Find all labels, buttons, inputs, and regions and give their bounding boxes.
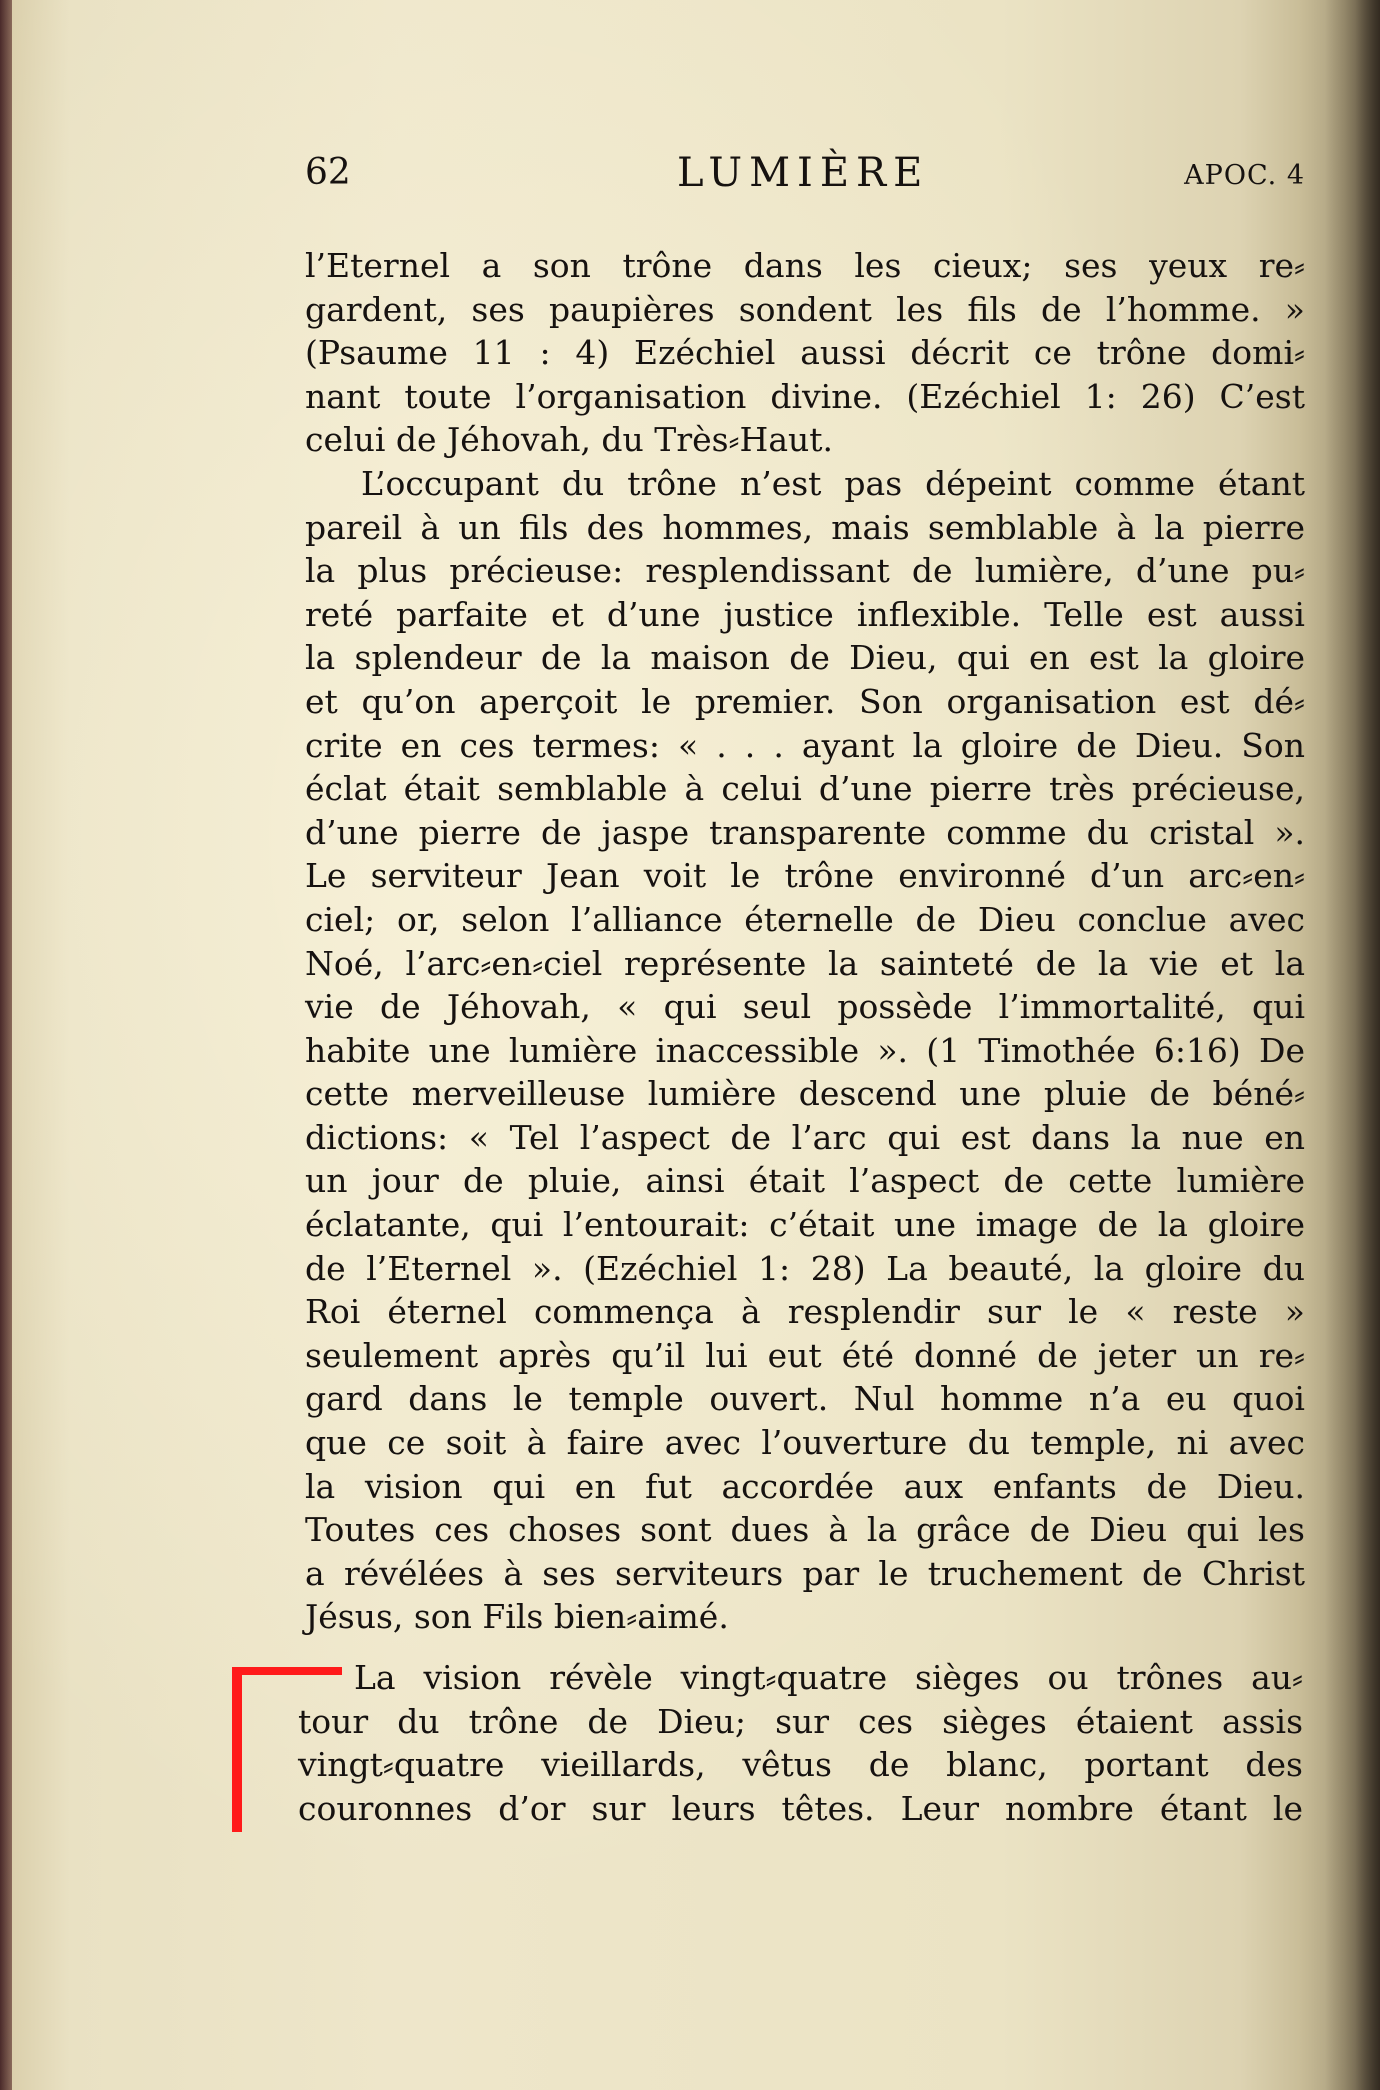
text-line: d’une pierre de jaspe transparente comme du cristal ». [305,812,1305,852]
page-edge-left [0,0,12,2090]
page-curl-shadow [1325,0,1380,2090]
text-line: seulement après qu’il lui eut été donné de jeter un re⸗ [305,1335,1305,1375]
text-line: dictions: « Tel l’aspect de l’arc qui est dans la nue en [305,1117,1305,1157]
paragraph-start-line: L’occupant du trône n’est pas dépeint comme étant [361,463,1305,503]
text-line: et qu’on aperçoit le premier. Son organisation est dé⸗ [305,681,1305,721]
text-line: Le serviteur Jean voit le trône environné d’un arc⸗en⸗ [305,856,1305,896]
paragraph-start-line: La vision révèle vingt⸗quatre sièges ou trônes au⸗ [354,1658,1303,1697]
text-line: gardent, ses paupières sondent les fils de l’homme. » [305,289,1305,329]
text-line: nant toute l’organisation divine. (Ezéchiel 1: 26) C’est [305,376,1305,416]
running-head [305,150,1305,210]
text-line: couronnes d’or sur leurs têtes. Leur nombre étant le [298,1788,1303,1828]
text-line: que ce soit à faire avec l’ouverture du temple, ni avec [305,1423,1305,1463]
text-line: celui de Jéhovah, du Très⸗Haut. [305,420,833,460]
section-reference: APOC. 4 [1184,160,1305,191]
text-line: l’Eternel a son trône dans les cieux; ses yeux re⸗ [305,246,1305,285]
running-title: LUMIÈRE [677,150,930,196]
text-line: la plus précieuse: resplendissant de lumière, d’une pu⸗ [305,551,1305,591]
text-line: cette merveilleuse lumière descend une pluie de béné⸗ [305,1074,1305,1114]
text-line: de l’Eternel ». (Ezéchiel 1: 28) La beauté, la gloire du [305,1248,1305,1288]
text-line: a révélées à ses serviteurs par le truchement de Christ [305,1553,1305,1593]
text-line: vingt⸗quatre vieillards, vêtus de blanc, portant des [298,1745,1303,1785]
text-line: Jésus, son Fils bien⸗aimé. [305,1597,729,1637]
text-line: habite une lumière inaccessible ». (1 Timothée 6:16) De [305,1030,1305,1070]
text-line: ciel; or, selon l’alliance éternelle de Dieu conclue avec [305,899,1305,939]
text-line: éclat était semblable à celui d’une pierre très précieuse, [305,769,1305,809]
second-paragraph [298,1656,1303,1830]
text-line: la vision qui en fut accordée aux enfants de Dieu. [305,1466,1305,1506]
text-line: Noé, l’arc⸗en⸗ciel représente la sainteté de la vie et la [305,943,1305,983]
marker-vertical-bar [232,1667,242,1832]
text-line: crite en ces termes: « . . . ayant la gloire de Dieu. Son [305,725,1305,765]
text-line: pareil à un fils des hommes, mais semblable à la pierre [305,507,1305,547]
text-line: tour du trône de Dieu; sur ces sièges étaient assis [298,1701,1303,1741]
text-line: un jour de pluie, ainsi était l’aspect de cette lumière [305,1161,1305,1201]
main-text [305,244,1305,1639]
text-line: Toutes ces choses sont dues à la grâce de Dieu qui les [305,1510,1305,1550]
text-line: éclatante, qui l’entourait: c’était une image de la gloire [305,1205,1305,1245]
text-line: Roi éternel commença à resplendir sur le « reste » [305,1292,1305,1332]
text-line: (Psaume 11 : 4) Ezéchiel aussi décrit ce trône domi⸗ [305,333,1305,373]
text-line: reté parfaite et d’une justice inflexible. Telle est aussi [305,594,1305,634]
text-line: vie de Jéhovah, « qui seul possède l’immortalité, qui [305,987,1305,1027]
page-number: 62 [305,152,351,193]
text-line: gard dans le temple ouvert. Nul homme n’a eu quoi [305,1379,1305,1419]
text-line: la splendeur de la maison de Dieu, qui en est la gloire [305,638,1305,678]
